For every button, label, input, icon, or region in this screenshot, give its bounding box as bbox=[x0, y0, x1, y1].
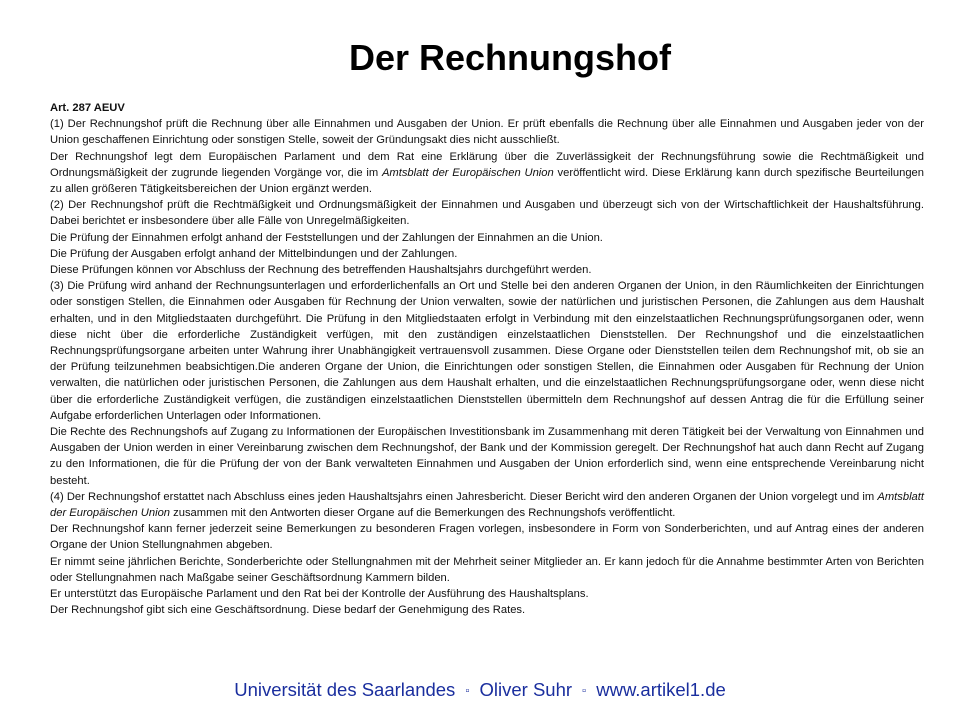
paragraph: Der Rechnungshof kann ferner jederzeit seine Bemerkungen zu besonderen Fragen vorlegen, insbesondere in Form von Sonderberichten, und auf Antrag eines der anderen Organe der Union Stellungnahmen abgeben. bbox=[50, 523, 924, 552]
italic-reference: Amtsblatt der Europäischen Union bbox=[381, 166, 554, 179]
paragraph: Er nimmt seine jährlichen Berichte, Sonderberichte oder Stellungnahmen mit der Mehrheit seiner Mitglieder an. Er kann jedoch für die Annahme bestimmter Arten von Berichten oder Stellungnahmen nach Maßgabe seiner Geschäftsordnung Kammern bilden. bbox=[50, 555, 924, 584]
footer-separator-2: ▫ bbox=[582, 685, 587, 697]
paragraph: (1) Der Rechnungshof prüft die Rechnung über alle Einnahmen und Ausgaben der Union. Er prüft ebenfalls die Rechnung über alle Einnahmen und Ausgaben jeder von der Union geschaffenen Einrichtung oder sonstigen Stelle, soweit der Gründungsakt dies nicht ausschließt. bbox=[50, 118, 924, 147]
paragraph: Der Rechnungshof legt dem Europäischen Parlament und dem Rat eine Erklärung über die Zuverlässigkeit der Rechnungsführung sowie die Rechtmäßigkeit und Ordnungsmäßigkeit der zugrunde liegenden Vorgänge vor, die im Amtsblatt der Europäischen Union veröffentlicht wird. Diese Erklärung kann durch spezifische Beurteilungen zu allen größeren Tätigkeitsbereichen der Union ergänzt werden. bbox=[50, 150, 924, 196]
paragraph: Die Prüfung der Einnahmen erfolgt anhand der Feststellungen und der Zahlungen der Einnahmen an die Union. bbox=[50, 231, 603, 244]
paragraph: Die Rechte des Rechnungshofs auf Zugang zu Informationen der Europäischen Investitionsbank im Zusammenhang mit deren Tätigkeit bei der Verwaltung von Einnahmen und Ausgaben der Union werden in einer Vereinbarung zwischen dem Rechnungshof, der Bank und der Kommission geregelt. Der Rechnungshof hat auch dann Recht auf Zugang zu den Informationen, die für die Prüfung der von der Bank verwalteten Einnahmen und Ausgaben der Union erforderlich sind, wenn eine entsprechende Vereinbarung nicht besteht. bbox=[50, 426, 924, 487]
paragraph: (4) Der Rechnungshof erstattet nach Abschluss eines jeden Haushaltsjahrs einen Jahresbericht. Dieser Bericht wird den anderen Organen der Union vorgelegt und im Amtsblatt der Europäischen Union zusammen mit den Antworten dieser Organe auf die Bemerkungen des Rechnungshofs veröffentlicht. bbox=[50, 490, 924, 520]
page-title: Der Rechnungshof bbox=[348, 37, 671, 78]
paragraph: Diese Prüfungen können vor Abschluss der Rechnung des betreffenden Haushaltsjahrs durchgeführt werden. bbox=[50, 264, 592, 277]
paragraph: (3) Die Prüfung wird anhand der Rechnungsunterlagen und erforderlichenfalls an Ort und Stelle bei den anderen Organen der Union, in den Räumlichkeiten der Einrichtungen oder sonstigen Stellen, die Einnahmen oder Ausgaben für Rechnung der Union verwalten, sowie der natürlichen und juristischen Personen, die Zahlungen aus dem Haushalt erhalten, und in den Mitgliedstaaten durchgeführt. Die Prüfung in den Mitgliedstaaten erfolgt in Verbindung mit den einzelstaatlichen Rechnungsprüfungsorganen oder, wenn diese nicht über die erforderliche Zuständigkeit verfügen, mit den zuständigen einzelstaatlichen Dienststellen. Der Rechnungshof und die einzelstaatlichen Rechnungsprüfungsorgane arbeiten unter Wahrung ihrer Unabhängigkeit vertrauensvoll zusammen. Diese Organe oder Dienststellen teilen dem Rechnungshof mit, ob sie an der Prüfung teilzunehmen beabsichtigen.Die anderen Organe der Union, die Einrichtungen oder sonstigen Stellen, die Einnahmen oder Ausgaben für Rechnung der Union verwalten, die natürlichen oder juristischen Personen, die Zahlungen aus dem Haushalt erhalten, und die einzelstaatlichen Rechnungsprüfungsorgane oder, wenn diese nicht über die erforderliche Zuständigkeit verfügen, die zuständigen einzelstaatlichen Dienststellen übermitteln dem Rechnungshof auf dessen Antrag die für die Erfüllung seiner Aufgabe erforderlichen Unterlagen oder Informationen. bbox=[50, 280, 924, 422]
footer bbox=[0, 678, 960, 705]
article-body bbox=[50, 100, 924, 619]
paragraph: Die Prüfung der Ausgaben erfolgt anhand der Mittelbindungen und der Zahlungen. bbox=[50, 247, 458, 260]
article-paragraphs bbox=[50, 116, 924, 618]
paragraph: Er unterstützt das Europäische Parlament und den Rat bei der Kontrolle der Ausführung des Haushaltsplans. bbox=[50, 588, 589, 601]
paragraph: (2) Der Rechnungshof prüft die Rechtmäßigkeit und Ordnungsmäßigkeit der Einnahmen und Ausgaben und überzeugt sich von der Wirtschaftlichkeit der Haushaltsführung. Dabei berichtet er insbesondere über alle Fälle von Unregelmäßigkeiten. bbox=[50, 199, 924, 228]
italic-reference: Amtsblatt der Europäischen Union bbox=[50, 490, 924, 520]
footer-university: Universität des Saarlandes bbox=[234, 679, 456, 700]
footer-website[interactable]: www.artikel1.de bbox=[596, 679, 726, 700]
footer-separator-1: ▫ bbox=[465, 685, 470, 697]
article-label: Art. 287 AEUV bbox=[50, 102, 125, 114]
paragraph: Der Rechnungshof gibt sich eine Geschäftsordnung. Diese bedarf der Genehmigung des Rates. bbox=[50, 604, 526, 617]
footer-author: Oliver Suhr bbox=[479, 679, 573, 700]
